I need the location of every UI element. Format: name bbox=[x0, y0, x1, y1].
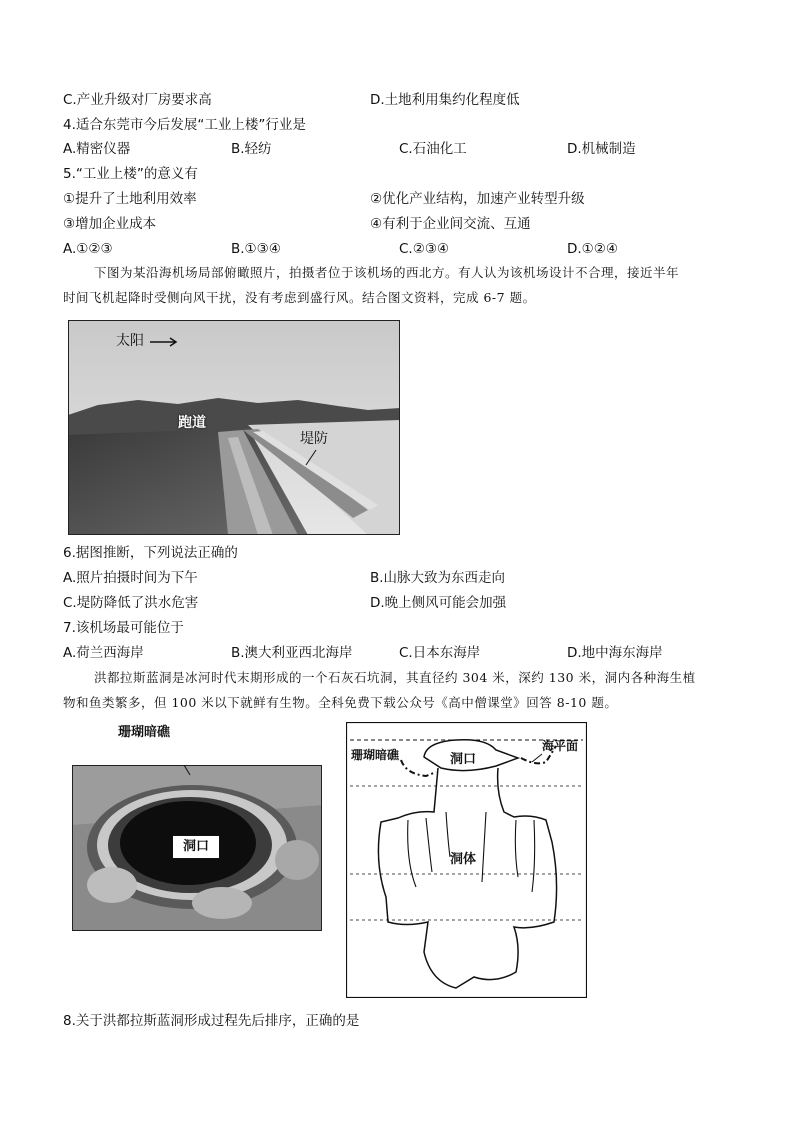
runway-label: 跑道 bbox=[178, 415, 206, 431]
q5-item-1: ①提升了土地利用效率 bbox=[63, 191, 197, 207]
q4-option-b: B.轻纺 bbox=[231, 141, 272, 157]
diagram-hole-label: 洞口 bbox=[450, 752, 477, 767]
q5-option-c: C.②③④ bbox=[399, 241, 450, 257]
diagram-reef-label: 珊瑚暗礁 bbox=[351, 748, 400, 762]
q4-option-c: C.石油化工 bbox=[399, 141, 467, 157]
q7-option-a: A.荷兰西海岸 bbox=[63, 645, 144, 661]
q5-item-2: ②优化产业结构，加速产业转型升级 bbox=[370, 191, 585, 207]
diagram-body-label: 洞体 bbox=[450, 852, 477, 867]
q5-option-a: A.①②③ bbox=[63, 241, 113, 257]
q6-option-d: D.晚上侧风可能会加强 bbox=[370, 595, 507, 611]
q7-option-c: C.日本东海岸 bbox=[399, 645, 481, 661]
passage-airport-line2: 时间飞机起降时受侧向风干扰，没有考虑到盛行风。结合图文资料，完成 6-7 题。 bbox=[63, 290, 536, 305]
q7-option-b: B.澳大利亚西北海岸 bbox=[231, 645, 353, 661]
q5-stem: 5.“工业上楼”的意义有 bbox=[63, 166, 198, 182]
q5-option-b: B.①③④ bbox=[231, 241, 281, 257]
dike-label: 堤防 bbox=[300, 431, 328, 447]
q4-option-d: D.机械制造 bbox=[567, 141, 636, 157]
passage-bluehole-line2: 物和鱼类繁多，但 100 米以下就鲜有生物。全科免费下载公众号《高中僧课堂》回答 8-10 题。 bbox=[63, 695, 618, 710]
q5-option-d: D.①②④ bbox=[567, 241, 618, 257]
airport-photo bbox=[68, 320, 400, 535]
bluehole-photo bbox=[72, 765, 322, 931]
q5-item-3: ③增加企业成本 bbox=[63, 216, 157, 232]
sun-label: 太阳 bbox=[116, 333, 144, 349]
q6-option-c: C.堤防降低了洪水危害 bbox=[63, 595, 199, 611]
diagram-sea-level-label: 海平面 bbox=[542, 739, 579, 753]
q5-item-4: ④有利于企业间交流、互通 bbox=[370, 216, 531, 232]
q3-option-c: C.产业升级对厂房要求高 bbox=[63, 92, 212, 108]
q7-stem: 7.该机场最可能位于 bbox=[63, 620, 184, 636]
q6-option-b: B.山脉大致为东西走向 bbox=[370, 570, 506, 586]
q6-option-a: A.照片拍摄时间为下午 bbox=[63, 570, 198, 586]
q3-option-d: D.土地利用集约化程度低 bbox=[370, 92, 520, 108]
bluehole-section-diagram bbox=[346, 722, 587, 998]
q4-stem: 4.适合东莞市今后发展“工业上楼”行业是 bbox=[63, 117, 306, 133]
coral-reef-title: 珊瑚暗礁 bbox=[118, 725, 171, 740]
q8-stem: 8.关于洪都拉斯蓝洞形成过程先后排序，正确的是 bbox=[63, 1013, 360, 1029]
passage-bluehole-line1: 洪都拉斯蓝洞是冰河时代末期形成的一个石灰石坑洞，其直径约 304 米，深约 130 米，洞内各种海生植 bbox=[94, 670, 696, 685]
bluehole-photo-hole-label: 洞口 bbox=[172, 835, 220, 859]
passage-airport-line1: 下图为某沿海机场局部俯瞰照片，拍摄者位于该机场的西北方。有人认为该机场设计不合理，接近半年 bbox=[94, 265, 680, 280]
q4-option-a: A.精密仪器 bbox=[63, 141, 131, 157]
q7-option-d: D.地中海东海岸 bbox=[567, 645, 663, 661]
q6-stem: 6.据图推断，下列说法正确的 bbox=[63, 545, 238, 561]
